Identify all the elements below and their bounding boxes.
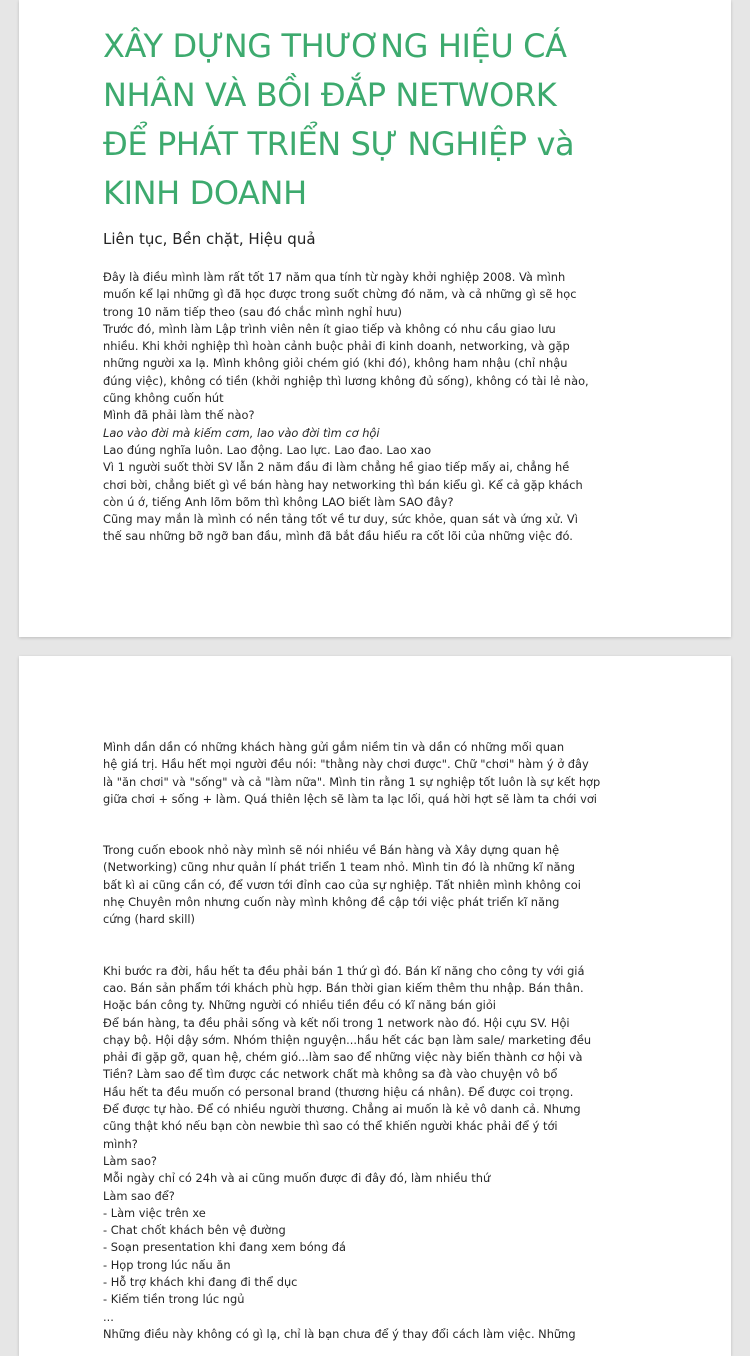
paragraph-gap <box>103 808 651 825</box>
body-line: Mỗi ngày chỉ có 24h và ai cũng muốn được đi đây đó, làm nhiều thứ <box>103 1171 491 1186</box>
paragraph-3 <box>103 963 651 1344</box>
document-title <box>103 22 651 218</box>
document-page-2 <box>19 656 731 1356</box>
body-line: là "ăn chơi" và "sống" và cả "làm nữa". Mình tin rằng 1 sự nghiệp tốt luôn là sự kết hợp <box>103 774 601 789</box>
body-line: Hoặc bán công ty. Những người có nhiều tiền đều có kĩ năng bán giỏi <box>103 998 496 1013</box>
body-line: đúng việc), không có tiền (khởi nghiệp thì lương không đủ sống), không có tài lẻ nào, <box>103 373 589 388</box>
list-item: - Chat chốt khách bên vệ đường <box>103 1223 286 1238</box>
body-line: những người xa lạ. Mình không giỏi chém gió (khi đó), không ham nhậu (chỉ nhậu <box>103 356 568 371</box>
body-line: hệ giá trị. Hầu hết mọi người đều nói: "thằng này chơi được". Chữ "chơi" hàm ý ở đây <box>103 757 589 772</box>
body-line: cứng (hard skill) <box>103 912 195 927</box>
body-line: bất kì ai cũng cần có, để vươn tới đỉnh cao của sự nghiệp. Tất nhiên mình không coi <box>103 877 581 892</box>
title-line: XÂY DỰNG THƯƠNG HIỆU CÁ <box>103 27 567 65</box>
ellipsis-line: ... <box>103 1309 114 1324</box>
paragraph-1 <box>103 739 651 808</box>
body-line: cũng thật khó nếu bạn còn newbie thì sao có thể khiến người khác phải để ý tới <box>103 1119 558 1134</box>
body-line: còn ú ớ, tiếng Anh lõm bõm thì không LAO biết làm SAO đây? <box>103 494 454 509</box>
body-line: Để được tự hào. Để có nhiều người thương. Chẳng ai muốn là kẻ vô danh cả. Nhưng <box>103 1102 581 1117</box>
body-line: muốn kể lại những gì đã học được trong suốt chừng đó năm, và cả những gì sẽ học <box>103 287 577 302</box>
body-line: cũng không cuốn hút <box>103 391 224 406</box>
body-line: Mình dần dần có những khách hàng gửi gắm niềm tin và dần có những mối quan <box>103 740 565 754</box>
title-line: KINH DOANH <box>103 174 307 212</box>
body-line: Để bán hàng, ta đều phải sống và kết nối trong 1 network nào đó. Hội cựu SV. Hội <box>103 1015 570 1030</box>
body-line: Đây là điều mình làm rất tốt 17 năm qua tính từ ngày khởi nghiệp 2008. Và mình <box>103 270 566 284</box>
body-line: nhiều. Khi khởi nghiệp thì hoàn cảnh buộc phải đi kinh doanh, networking, và gặp <box>103 339 570 354</box>
list-item: - Kiếm tiền trong lúc ngủ <box>103 1292 245 1307</box>
paragraph-gap <box>103 929 651 946</box>
body-line: Vì 1 người suốt thời SV lẫn 2 năm đầu đi làm chẳng hề giao tiếp mấy ai, chẳng hề <box>103 460 570 475</box>
body-line: phải đi gặp gỡ, quan hệ, chém gió...làm sao để những việc này biến thành cơ hội và <box>103 1050 583 1065</box>
intro-body <box>103 269 651 546</box>
body-line: chơi bời, chẳng biết gì về bán hàng hay networking thì bán kiểu gì. Kể cả gặp khách <box>103 477 583 492</box>
body-line: Lao đúng nghĩa luôn. Lao động. Lao lực. Lao đao. Lao xao <box>103 442 432 457</box>
paragraph-2 <box>103 842 651 928</box>
body-line: Mình đã phải làm thế nào? <box>103 408 255 423</box>
body-line: giữa chơi + sống + làm. Quá thiên lệch sẽ làm ta lạc lối, quá hời hợt sẽ làm ta chới vơi <box>103 791 597 806</box>
body-line: Khi bước ra đời, hầu hết ta đều phải bán 1 thứ gì đó. Bán kĩ năng cho công ty với giá <box>103 963 585 978</box>
body-line: thế sau những bỡ ngỡ ban đầu, mình đã bắt đầu hiểu ra cốt lõi của những việc đó. <box>103 529 573 544</box>
body-line: Trước đó, mình làm Lập trình viên nên ít giao tiếp và không có nhu cầu giao lưu <box>103 321 556 336</box>
body-line: cao. Bán sản phẩm tới khách phù hợp. Bán thời gian kiếm thêm thu nhập. Bán thân. <box>103 980 584 995</box>
list-item: - Họp trong lúc nấu ăn <box>103 1257 231 1272</box>
body-line: chạy bộ. Hội dậy sớm. Nhóm thiện nguyện...hầu hết các bạn làm sale/ marketing đều <box>103 1032 592 1047</box>
list-item: - Làm việc trên xe <box>103 1205 206 1220</box>
body-line: Làm sao? <box>103 1153 157 1168</box>
paragraph-gap <box>103 825 651 842</box>
title-line: NHÂN VÀ BỒI ĐẮP NETWORK <box>103 76 557 114</box>
body-line: trong 10 năm tiếp theo (sau đó chắc mình nghỉ hưu) <box>103 304 402 319</box>
document-subtitle: Liên tục, Bền chặt, Hiệu quả <box>103 230 316 248</box>
list-item: - Soạn presentation khi đang xem bóng đá <box>103 1240 346 1255</box>
body-line: Cũng may mắn là mình có nền tảng tốt về tư duy, sức khỏe, quan sát và ứng xử. Vì <box>103 512 578 527</box>
list-item: - Hỗ trợ khách khi đang đi thể dục <box>103 1275 298 1290</box>
body-line: Hầu hết ta đều muốn có personal brand (thương hiệu cá nhân). Để được coi trọng. <box>103 1084 574 1099</box>
title-line: ĐỂ PHÁT TRIỂN SỰ NGHIỆP và <box>103 125 575 163</box>
body-line: (Networking) cũng như quản lí phát triển 1 team nhỏ. Mình tin đó là những kĩ năng <box>103 860 575 875</box>
body-line: nhẹ Chuyên môn nhưng cuốn này mình không đề cập tới việc phát triển kĩ năng <box>103 895 560 910</box>
body-line-italic: Lao vào đời mà kiếm cơm, lao vào đời tìm cơ hội <box>103 425 380 440</box>
body-line: Tiền? Làm sao để tìm được các network chất mà không sa đà vào chuyện vô bổ <box>103 1067 558 1082</box>
body-line: Những điều này không có gì lạ, chỉ là bạn chưa để ý thay đổi cách làm việc. Những <box>103 1326 576 1341</box>
body-line: Trong cuốn ebook nhỏ này mình sẽ nói nhiều về Bán hàng và Xây dựng quan hệ <box>103 843 560 858</box>
body-line: Làm sao để? <box>103 1188 175 1203</box>
paragraph-gap <box>103 946 651 963</box>
document-page-1 <box>19 0 731 637</box>
body-line: mình? <box>103 1136 138 1151</box>
